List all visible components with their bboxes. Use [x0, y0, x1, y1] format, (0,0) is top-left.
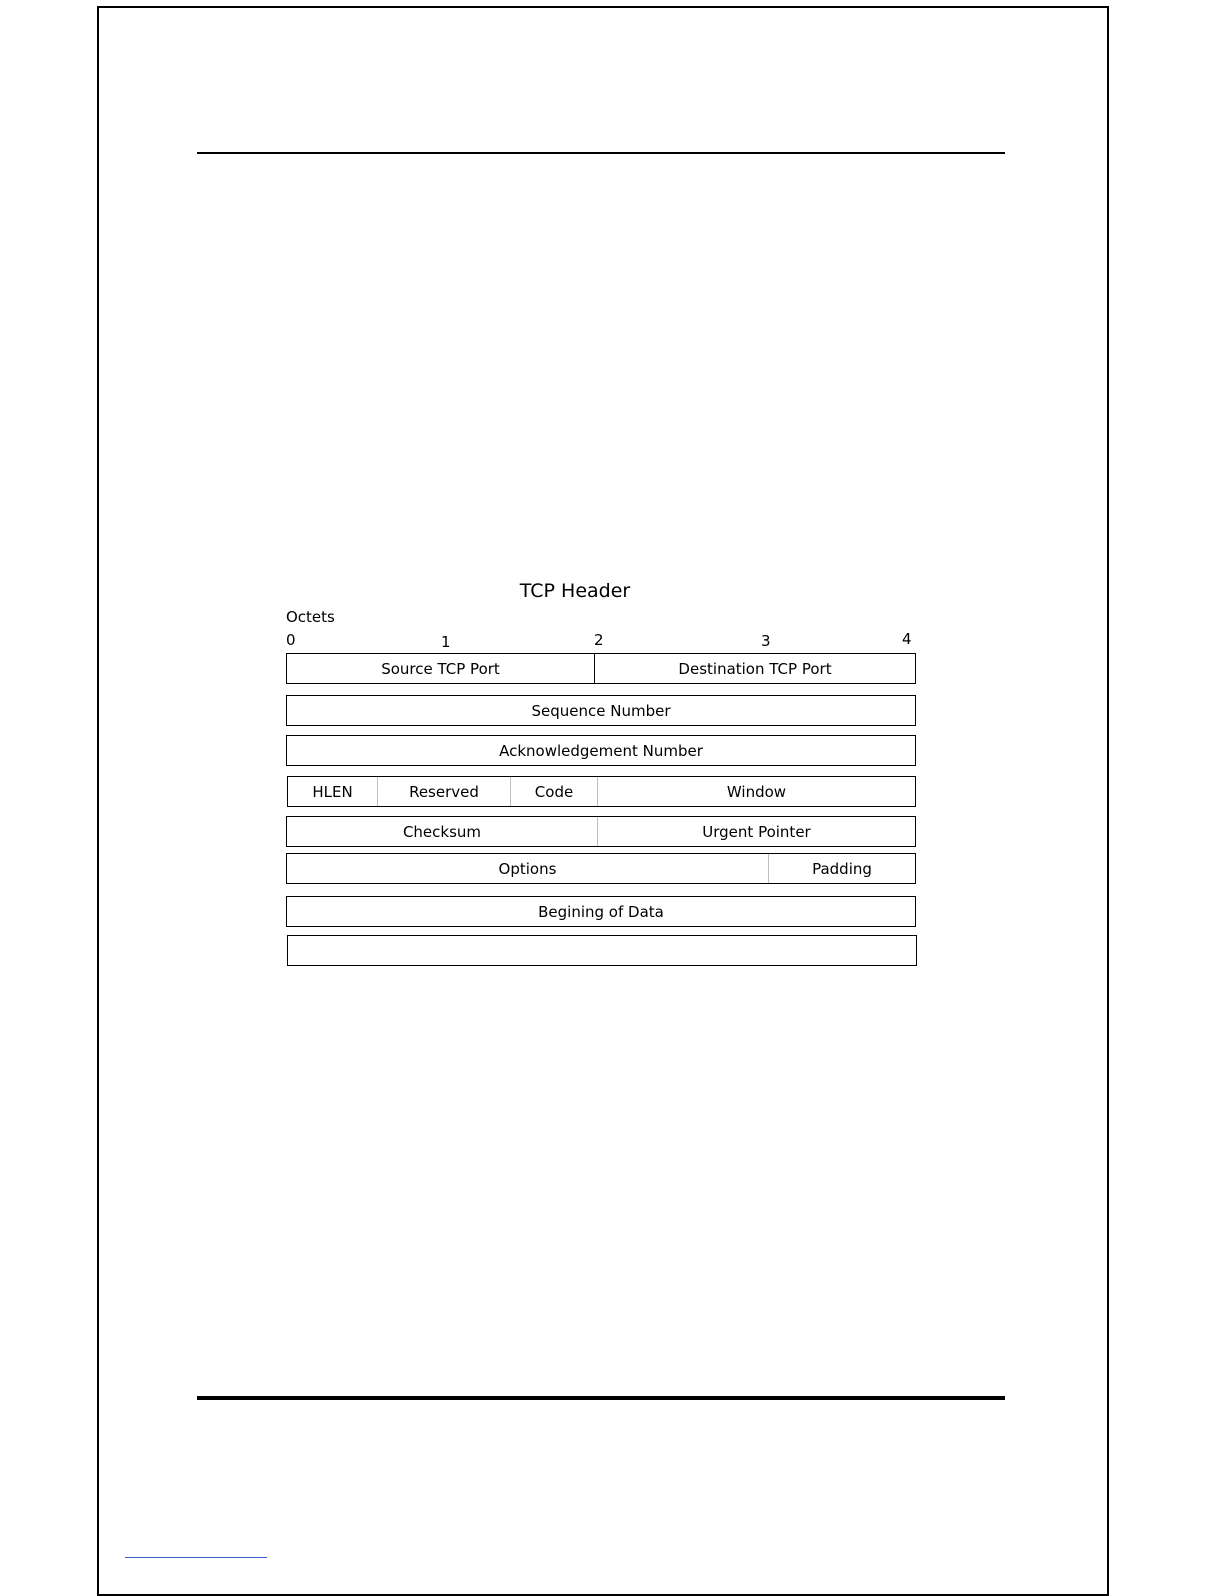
- field-beginning-of-data-label: Begining of Data: [538, 902, 664, 921]
- field-urgent-pointer-label: Urgent Pointer: [702, 822, 811, 841]
- octet-tick-2: 2: [594, 631, 604, 649]
- field-checksum: [287, 817, 598, 846]
- field-reserved: [378, 777, 511, 806]
- row-checksum: [286, 816, 916, 847]
- field-code: [511, 777, 598, 806]
- field-source-port-label: Source TCP Port: [381, 659, 500, 678]
- diagram-title: TCP Header: [519, 580, 631, 602]
- field-code-label: Code: [534, 782, 574, 801]
- field-options-label: Options: [498, 859, 557, 878]
- field-hlen: [288, 777, 378, 806]
- row-empty: [287, 935, 917, 966]
- field-acknowledgement-number-label: Acknowledgement Number: [499, 741, 703, 760]
- octet-tick-4: 4: [902, 630, 912, 648]
- octet-tick-3: 3: [761, 632, 771, 650]
- field-hlen-label: HLEN: [312, 782, 353, 801]
- field-checksum-label: Checksum: [402, 822, 482, 841]
- field-urgent-pointer: [598, 817, 915, 846]
- field-destination-port: [595, 654, 915, 683]
- row-acknowledgement: [286, 735, 916, 766]
- field-padding-label: Padding: [812, 859, 872, 878]
- field-source-port: [287, 654, 595, 683]
- field-padding: [769, 854, 915, 883]
- field-beginning-of-data: [287, 897, 915, 926]
- row-data: [286, 896, 916, 927]
- octets-label: Octets: [286, 608, 335, 626]
- octet-tick-1: 1: [441, 633, 451, 651]
- row-sequence: [286, 695, 916, 726]
- octet-tick-0: 0: [286, 631, 296, 649]
- footer-link-underline[interactable]: [125, 1557, 267, 1558]
- field-sequence-number-label: Sequence Number: [531, 701, 671, 720]
- field-window: [598, 777, 915, 806]
- row-options: [286, 853, 916, 884]
- header-rule: [197, 152, 1005, 154]
- row-control: [287, 776, 916, 807]
- field-window-label: Window: [726, 782, 787, 801]
- field-sequence-number: [287, 696, 915, 725]
- footer-rule: [197, 1396, 1005, 1400]
- field-options: [287, 854, 769, 883]
- field-destination-port-label: Destination TCP Port: [678, 659, 832, 678]
- row-ports: [286, 653, 916, 684]
- field-reserved-label: Reserved: [409, 782, 479, 801]
- field-empty: [288, 936, 916, 965]
- field-acknowledgement-number: [287, 736, 915, 765]
